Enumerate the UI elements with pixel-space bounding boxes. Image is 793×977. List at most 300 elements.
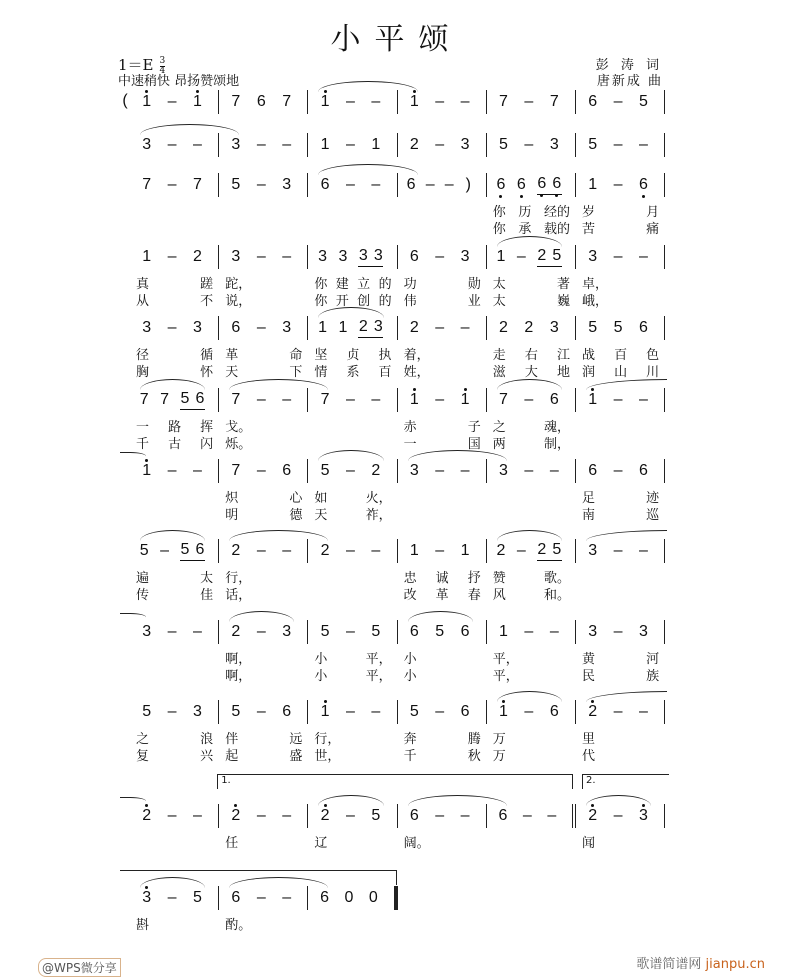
dash: – bbox=[639, 703, 648, 720]
lyric-text bbox=[130, 914, 219, 933]
lyric-syllable: 润 bbox=[582, 365, 596, 380]
note: 1 bbox=[320, 703, 330, 720]
measure bbox=[398, 700, 487, 724]
lyric-syllable: 的 bbox=[378, 294, 392, 309]
tie-arc bbox=[229, 611, 294, 622]
lyric-syllable: 和。 bbox=[543, 588, 570, 603]
measure bbox=[219, 133, 308, 157]
note: 2 bbox=[537, 247, 547, 264]
lyric-syllable: 行， bbox=[225, 571, 252, 586]
dash: – bbox=[516, 248, 526, 265]
staff-row bbox=[130, 133, 665, 157]
note: 2 bbox=[499, 319, 508, 336]
measure bbox=[130, 700, 219, 724]
note: 2 bbox=[358, 318, 368, 335]
note: 3 bbox=[282, 623, 292, 640]
note: 6 bbox=[537, 175, 547, 192]
meter-top: 3 bbox=[159, 55, 166, 66]
note: 3 bbox=[231, 248, 241, 265]
note: 2 bbox=[409, 319, 419, 336]
tie-arc bbox=[318, 795, 383, 806]
lyric-syllable: 滋 bbox=[492, 365, 506, 380]
dash: – bbox=[547, 807, 557, 824]
lyric-syllable: 你 bbox=[314, 294, 328, 309]
meter-bottom: 4 bbox=[159, 65, 166, 76]
note: 6 bbox=[552, 175, 562, 192]
beamed-notes bbox=[358, 247, 383, 267]
beamed-notes bbox=[537, 541, 562, 561]
lyric-syllable: 贞 bbox=[346, 348, 360, 363]
lyric-syllable: 心 bbox=[289, 491, 303, 506]
note: 7 bbox=[142, 176, 152, 193]
dash: – bbox=[346, 176, 355, 193]
lyric-syllable: 小 bbox=[314, 652, 328, 667]
lyric-syllable: 如 bbox=[314, 491, 328, 506]
note: 6 bbox=[498, 807, 508, 824]
lyric-syllable: 一 bbox=[403, 437, 417, 452]
lyric-syllable: 痛 bbox=[646, 222, 660, 237]
note: 5 bbox=[193, 889, 202, 906]
note: 7 bbox=[139, 391, 149, 408]
lyric-syllable: 戈。 bbox=[225, 420, 252, 435]
dash: – bbox=[613, 93, 623, 110]
note: 5 bbox=[180, 390, 190, 407]
measure bbox=[576, 173, 665, 197]
lyric-syllable: 啊， bbox=[225, 669, 252, 684]
note: 1 bbox=[142, 248, 152, 265]
tempo-marking: 中速稍快 昂扬赞颂地 bbox=[118, 74, 240, 89]
beamed-notes bbox=[180, 541, 205, 561]
measure bbox=[398, 388, 487, 412]
measure bbox=[576, 388, 665, 412]
lyric-text bbox=[219, 832, 308, 851]
measure bbox=[487, 804, 576, 828]
lyric-text bbox=[576, 218, 665, 237]
note: 3 bbox=[460, 248, 470, 265]
dash: – bbox=[282, 391, 292, 408]
dash: – bbox=[282, 542, 292, 559]
note: 2 bbox=[524, 319, 534, 336]
measure bbox=[576, 700, 665, 724]
lyric-syllable: 遍 bbox=[136, 571, 150, 586]
note: 2 bbox=[231, 623, 241, 640]
lyric-syllable: 岁 bbox=[582, 205, 596, 220]
lyric-text bbox=[398, 665, 487, 684]
measure bbox=[308, 133, 397, 157]
note: 7 bbox=[160, 391, 170, 408]
lyric-syllable: 秋 bbox=[467, 749, 481, 764]
dash: – bbox=[639, 391, 648, 408]
lyric-text bbox=[487, 745, 576, 764]
lyric-syllable: 真 bbox=[136, 277, 150, 292]
lyric-syllable: 太 bbox=[200, 571, 214, 586]
dash: – bbox=[167, 889, 177, 906]
dash: – bbox=[435, 93, 445, 110]
dash: – bbox=[256, 542, 266, 559]
lyric-syllable: 你 bbox=[492, 205, 506, 220]
dash: – bbox=[524, 623, 534, 640]
parenthesis: ( bbox=[122, 92, 128, 109]
lyric-syllable: 江 bbox=[556, 348, 570, 363]
lyric-text bbox=[487, 361, 576, 380]
dash: – bbox=[193, 623, 202, 640]
measure bbox=[398, 90, 487, 114]
tie-arc bbox=[318, 81, 417, 92]
tie-arc bbox=[586, 530, 667, 541]
lyric-text bbox=[576, 290, 665, 309]
tie-arc bbox=[408, 611, 473, 622]
note: 3 bbox=[373, 318, 383, 335]
tie-arc bbox=[586, 795, 651, 806]
dash: – bbox=[167, 93, 177, 110]
lyric-syllable: 浪 bbox=[200, 732, 214, 747]
lyric-syllable: 歌。 bbox=[543, 571, 570, 586]
measure bbox=[130, 90, 219, 114]
dash: – bbox=[524, 93, 534, 110]
lyric-text bbox=[398, 433, 487, 452]
dash: – bbox=[193, 462, 202, 479]
beamed-notes bbox=[358, 318, 383, 338]
dash: – bbox=[613, 136, 623, 153]
note: 1 bbox=[371, 136, 381, 153]
lyric-syllable: 族 bbox=[646, 669, 660, 684]
lyric-syllable: 南 bbox=[582, 508, 596, 523]
lyric-syllable: 川 bbox=[646, 365, 660, 380]
note: 6 bbox=[639, 319, 648, 336]
dash: – bbox=[282, 807, 292, 824]
lyric-syllable: 不 bbox=[200, 294, 214, 309]
measure bbox=[219, 459, 308, 483]
note: 5 bbox=[435, 623, 445, 640]
lyric-syllable: 明 bbox=[225, 508, 239, 523]
dash: – bbox=[613, 703, 623, 720]
lyric-syllable: 系 bbox=[346, 365, 360, 380]
lyric-text bbox=[398, 584, 487, 603]
lyric-syllable: 阔。 bbox=[403, 836, 430, 851]
dash: – bbox=[167, 176, 177, 193]
note: 5 bbox=[613, 319, 623, 336]
lyric-syllable: 远 bbox=[289, 732, 303, 747]
staff-row bbox=[122, 90, 665, 114]
measure bbox=[398, 459, 487, 483]
lyric-syllable: 行， bbox=[314, 732, 341, 747]
lyric-syllable: 下 bbox=[289, 365, 303, 380]
note: 6 bbox=[195, 390, 205, 407]
measure bbox=[398, 173, 487, 197]
lyric-syllable: 万 bbox=[492, 732, 506, 747]
measure bbox=[576, 90, 665, 114]
lyric-syllable: 伟 bbox=[403, 294, 417, 309]
measure bbox=[576, 804, 665, 828]
dash: – bbox=[256, 391, 266, 408]
lyric-syllable: 循 bbox=[200, 348, 214, 363]
tie-arc bbox=[497, 691, 562, 702]
lyric-text bbox=[219, 914, 308, 933]
measure bbox=[219, 886, 308, 910]
note: 1 bbox=[409, 93, 419, 110]
lyric-text bbox=[219, 665, 308, 684]
lyric-syllable: 盛 bbox=[289, 749, 303, 764]
measure bbox=[130, 620, 219, 644]
dash: – bbox=[371, 703, 381, 720]
tie-arc bbox=[586, 691, 667, 702]
measure bbox=[219, 388, 308, 412]
measure bbox=[576, 245, 665, 269]
lyric-syllable: 辽 bbox=[314, 836, 328, 851]
lyric-syllable: 天 bbox=[225, 365, 239, 380]
dash: – bbox=[371, 176, 381, 193]
lyric-text bbox=[398, 290, 487, 309]
lyric-syllable: 革 bbox=[225, 348, 239, 363]
lyric-syllable: 历 bbox=[518, 205, 532, 220]
note: 2 bbox=[588, 703, 598, 720]
note: 5 bbox=[371, 623, 381, 640]
measure bbox=[130, 133, 219, 157]
lyric-syllable: 路 bbox=[168, 420, 182, 435]
note: 2 bbox=[496, 542, 506, 559]
lyric-text bbox=[219, 584, 308, 603]
lyric-syllable: 黄 bbox=[582, 652, 596, 667]
measure bbox=[308, 804, 397, 828]
staff-row bbox=[130, 886, 398, 933]
measure bbox=[308, 90, 397, 114]
staff-row bbox=[130, 620, 665, 684]
dash: – bbox=[613, 176, 623, 193]
note: 0 bbox=[344, 889, 354, 906]
measure bbox=[487, 700, 576, 724]
dash: – bbox=[435, 542, 445, 559]
dash: – bbox=[435, 391, 445, 408]
note: 5 bbox=[588, 136, 598, 153]
tie-arc bbox=[229, 530, 328, 541]
note: 6 bbox=[231, 319, 241, 336]
lyric-text bbox=[130, 584, 219, 603]
note: 6 bbox=[496, 176, 506, 193]
note: 1 bbox=[142, 462, 152, 479]
note: 6 bbox=[256, 93, 266, 110]
note: 3 bbox=[373, 247, 383, 264]
lyric-syllable: 怀 bbox=[200, 365, 214, 380]
note: 7 bbox=[549, 93, 559, 110]
dash: – bbox=[346, 807, 355, 824]
dash: – bbox=[613, 391, 623, 408]
dash: – bbox=[613, 542, 623, 559]
lyric-text bbox=[308, 745, 397, 764]
note: 7 bbox=[231, 462, 241, 479]
lyric-syllable: 情 bbox=[314, 365, 328, 380]
note: 3 bbox=[142, 319, 152, 336]
lyric-syllable: 山 bbox=[614, 365, 628, 380]
lyric-syllable: 天 bbox=[314, 508, 328, 523]
staff-row bbox=[130, 245, 665, 309]
lyric-syllable: 功 bbox=[403, 277, 417, 292]
note: 1 bbox=[499, 623, 508, 640]
measure bbox=[487, 133, 576, 157]
lyric-syllable: 走 bbox=[492, 348, 506, 363]
dash: – bbox=[193, 807, 202, 824]
tie-arc bbox=[497, 379, 562, 390]
note: 3 bbox=[231, 136, 241, 153]
note: 5 bbox=[552, 247, 562, 264]
note: 6 bbox=[231, 889, 241, 906]
note: 3 bbox=[282, 176, 292, 193]
dash: – bbox=[425, 176, 435, 193]
lyric-syllable: 命 bbox=[289, 348, 303, 363]
note: 1 bbox=[460, 391, 470, 408]
site-url: jianpu.cn bbox=[705, 957, 765, 972]
measure bbox=[308, 316, 397, 340]
measure bbox=[308, 388, 397, 412]
lyric-syllable: 魂， bbox=[543, 420, 570, 435]
lyric-syllable: 战 bbox=[582, 348, 596, 363]
lyric-syllable: 小 bbox=[403, 652, 417, 667]
lyric-syllable: 小 bbox=[403, 669, 417, 684]
lyric-syllable: 大 bbox=[524, 365, 538, 380]
dash: – bbox=[256, 462, 266, 479]
measure bbox=[576, 133, 665, 157]
dash: – bbox=[167, 703, 177, 720]
dash: – bbox=[371, 391, 381, 408]
lyric-text bbox=[219, 504, 308, 523]
lyric-syllable: 载的 bbox=[543, 222, 570, 237]
note: 6 bbox=[409, 623, 419, 640]
lyric-syllable: 百 bbox=[614, 348, 628, 363]
note: 0 bbox=[368, 889, 378, 906]
lyric-text bbox=[308, 665, 397, 684]
measure bbox=[398, 620, 487, 644]
key-label: 1＝E bbox=[118, 56, 154, 74]
lyric-text bbox=[130, 433, 219, 452]
lyric-text bbox=[130, 361, 219, 380]
measure bbox=[308, 700, 397, 724]
note: 2 bbox=[588, 807, 598, 824]
measure bbox=[398, 804, 487, 828]
lyric-syllable: 业 bbox=[467, 294, 481, 309]
note: 6 bbox=[516, 176, 526, 193]
measure bbox=[487, 388, 576, 412]
dash: – bbox=[193, 136, 202, 153]
lyric-text bbox=[576, 361, 665, 380]
tie-arc bbox=[140, 530, 205, 541]
measure bbox=[487, 245, 576, 269]
beamed-notes bbox=[537, 175, 562, 195]
lyric-syllable: 着， bbox=[403, 348, 430, 363]
lyric-syllable: 挥 bbox=[200, 420, 214, 435]
lyric-syllable: 国 bbox=[467, 437, 481, 452]
lyric-syllable: 的 bbox=[378, 277, 392, 292]
lyric-syllable: 起 bbox=[225, 749, 239, 764]
tie-arc bbox=[408, 795, 507, 806]
note: 6 bbox=[320, 889, 330, 906]
lyric-syllable: 闻 bbox=[582, 836, 596, 851]
lyric-text bbox=[398, 745, 487, 764]
measure bbox=[576, 620, 665, 644]
lyric-syllable: 之 bbox=[492, 420, 506, 435]
note: 7 bbox=[231, 93, 241, 110]
note: 6 bbox=[460, 623, 470, 640]
dash: – bbox=[346, 391, 355, 408]
measure bbox=[308, 539, 397, 563]
lyric-syllable: 平， bbox=[492, 652, 519, 667]
beamed-notes bbox=[537, 247, 562, 267]
tie-continuation bbox=[120, 613, 146, 620]
lyric-text bbox=[219, 290, 308, 309]
note: 7 bbox=[282, 93, 292, 110]
lyric-syllable: 佳 bbox=[200, 588, 214, 603]
lyric-syllable: 建 bbox=[335, 277, 349, 292]
dash: – bbox=[613, 462, 623, 479]
lyric-syllable: 酌。 bbox=[225, 918, 252, 933]
note: 5 bbox=[639, 93, 648, 110]
dash: – bbox=[256, 703, 266, 720]
lyric-text bbox=[219, 745, 308, 764]
volta-second: 2. bbox=[582, 774, 669, 789]
dash: – bbox=[524, 462, 534, 479]
lyric-syllable: 斟 bbox=[136, 918, 150, 933]
dash: – bbox=[371, 93, 381, 110]
lyric-syllable: 从 bbox=[136, 294, 150, 309]
lyric-syllable: 一 bbox=[136, 420, 150, 435]
note: 7 bbox=[193, 176, 202, 193]
lyric-syllable: 诚 bbox=[435, 571, 449, 586]
dash: – bbox=[460, 319, 470, 336]
measure bbox=[398, 539, 487, 563]
lyric-syllable: 之 bbox=[136, 732, 150, 747]
lyric-syllable: 民 bbox=[582, 669, 596, 684]
lyric-syllable: 巍 bbox=[556, 294, 570, 309]
lyric-syllable: 代 bbox=[582, 749, 596, 764]
tie-arc bbox=[497, 530, 562, 541]
dash: – bbox=[435, 319, 445, 336]
measure bbox=[219, 316, 308, 340]
dash: – bbox=[435, 248, 445, 265]
note: 2 bbox=[409, 136, 419, 153]
note: 3 bbox=[588, 542, 598, 559]
tie-arc bbox=[318, 450, 383, 461]
measure bbox=[398, 245, 487, 269]
measure bbox=[576, 539, 665, 563]
dash: – bbox=[256, 807, 266, 824]
lyric-syllable: 月 bbox=[646, 205, 660, 220]
lyric-syllable: 风 bbox=[492, 588, 506, 603]
note: 6 bbox=[460, 703, 470, 720]
site-watermark bbox=[636, 953, 765, 972]
note: 3 bbox=[588, 248, 598, 265]
volta-second-continued bbox=[120, 870, 397, 885]
dash: – bbox=[167, 248, 177, 265]
dash: – bbox=[524, 703, 534, 720]
lyric-syllable: 色 bbox=[646, 348, 660, 363]
lyric-syllable: 平， bbox=[365, 652, 392, 667]
note: 1 bbox=[318, 319, 328, 336]
note: 1 bbox=[460, 542, 470, 559]
lyric-syllable: 赞 bbox=[492, 571, 506, 586]
measure bbox=[308, 245, 397, 269]
note: 5 bbox=[231, 176, 241, 193]
note: 3 bbox=[142, 889, 152, 906]
note: 1 bbox=[588, 391, 598, 408]
lyric-syllable: 小 bbox=[314, 669, 328, 684]
measure bbox=[130, 804, 219, 828]
lyric-syllable: 著 bbox=[556, 277, 570, 292]
measure bbox=[487, 90, 576, 114]
note: 3 bbox=[588, 623, 598, 640]
note: 1 bbox=[588, 176, 598, 193]
dash: – bbox=[639, 248, 648, 265]
dash: – bbox=[167, 807, 177, 824]
measure bbox=[219, 700, 308, 724]
dash: – bbox=[435, 462, 445, 479]
